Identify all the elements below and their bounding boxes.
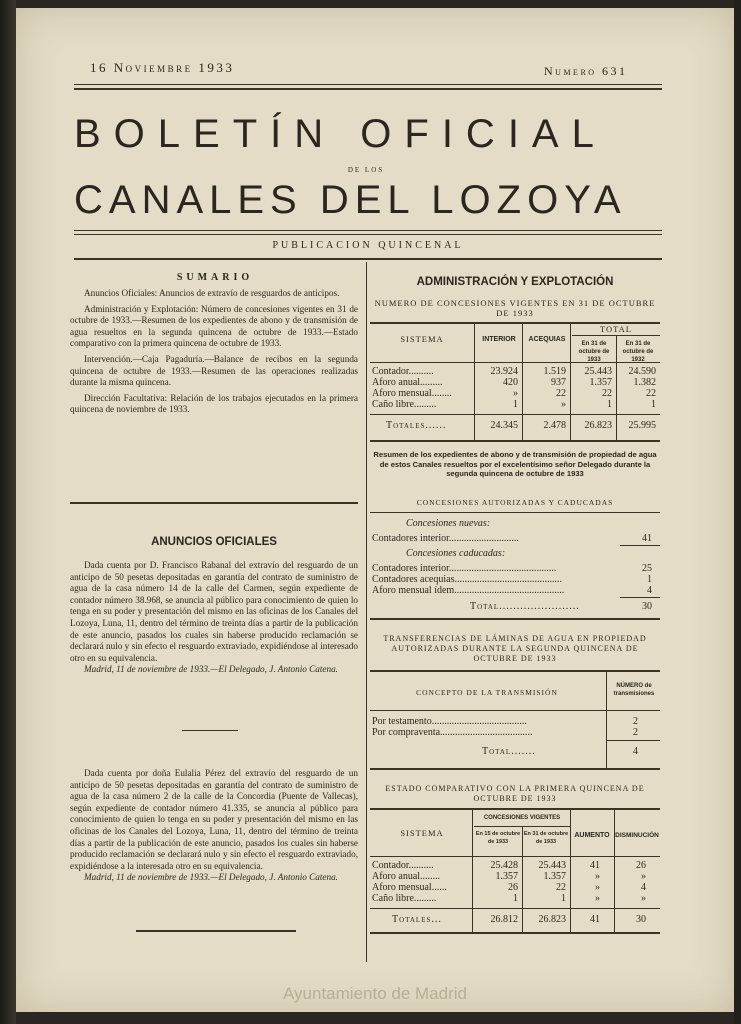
caducadas-item-value: 25 (642, 563, 652, 574)
notice-text: Dada cuenta por doña Eulalia Pérez del extravío del resguardo de un anticipo de 50 pesetas depositadas en garantía del contrato de suministro de agua de la casa número 2 de la calle de la Concordia (Puente de Vallecas), según expediente de contador número 41.335, se anuncia al público para conocimiento de quien lo tenga en su poder y presentación del mismo en las oficinas de los Canales del Lozoya, Luna, 11, dentro del término de treinta días a partir de la publicación de este anuncio, pasados los cuales sin haberse producido reclamación se declarará nulo y sin efecto el resguardo extraviado, expidiéndose a la interesada otro en su equivalencia. (70, 768, 358, 871)
table1-cell: 1 (607, 399, 612, 410)
table1-cell: 1.357 (589, 377, 612, 388)
table3-total-cell: 26.812 (490, 914, 518, 925)
table3-bottom-rule (370, 932, 660, 934)
table1-cell: 1 (513, 399, 518, 410)
table3-totals-label: Totales... (392, 914, 442, 925)
table1-bottom-rule (370, 440, 660, 442)
table1-row-label: Aforo mensual........ (372, 388, 452, 399)
table3-cell: » (595, 893, 600, 904)
caducadas-item-value: 1 (647, 574, 652, 585)
anuncios-heading: ANUNCIOS OFICIALES (151, 536, 277, 548)
table3-cell: 26 (508, 882, 518, 893)
masthead-rule (74, 230, 662, 231)
table2-bottom-rule (370, 768, 660, 770)
masthead-de-los: DE LOS (347, 166, 385, 174)
table1-cell: 420 (503, 377, 518, 388)
table2-caption: TRANSFERENCIAS DE LÁMINAS DE AGUA EN PROPIEDAD AUTORIZADAS DURANTE LA SEGUNDA QUINCENA DE OCTUBRE DE 1933 (383, 634, 647, 663)
table2-header-rule (370, 710, 660, 711)
table3-col-sistema: SISTEMA (400, 828, 444, 838)
sumario-item: Dirección Facultativa: Relación de los trabajos ejecutados en la primera quincena de noviembre de 1933. (70, 392, 358, 415)
resumen-total-label: Total....................... (470, 601, 580, 612)
notice-signature: Madrid, 11 de noviembre de 1933.—El Delegado, J. Antonio Catena. (84, 664, 338, 675)
table1-total-cell: 24.345 (490, 420, 518, 431)
watermark: Ayuntamiento de Madrid (283, 984, 467, 1003)
table1-cell: 1.519 (543, 366, 566, 377)
page-edge (734, 0, 741, 1024)
page (16, 8, 734, 1012)
notice-separator (182, 730, 238, 731)
table2-row-label: Por testamento...................................... (372, 716, 527, 727)
table3-col-disminucion: DISMINUCIÓN (615, 832, 659, 839)
caducadas-underline (620, 597, 660, 598)
resumen-total-value: 30 (642, 601, 652, 612)
nuevas-underline (620, 545, 660, 546)
table3-row-label: Caño libre......... (372, 893, 437, 904)
table1-cell: » (513, 388, 518, 399)
publication-frequency: PUBLICACION QUINCENAL (272, 240, 464, 251)
table1-cell: 1.382 (633, 377, 656, 388)
resumen-rule (370, 512, 660, 513)
masthead-rule-2 (74, 234, 662, 235)
table1-col-sistema: SISTEMA (400, 334, 444, 344)
admin-heading: ADMINISTRACIÓN Y EXPLOTACIÓN (416, 276, 614, 288)
table1-row-label: Aforo anual......... (372, 377, 443, 388)
table3-cell: » (595, 882, 600, 893)
table1-cell: 22 (556, 388, 566, 399)
table3-row-label: Aforo mensual...... (372, 882, 447, 893)
table1-col-total: TOTAL (599, 324, 633, 334)
table2-col-numero: NÚMERO de transmisiones (613, 683, 655, 697)
table2-row-label: Por compraventa..................................... (372, 727, 533, 738)
table3-cell: 25.443 (538, 860, 566, 871)
nuevas-item-label: Contadores interior............................ (372, 533, 519, 544)
table1-caption: NUMERO DE CONCESIONES VIGENTES EN 31 DE OCTUBRE DE 1933 (374, 298, 656, 318)
sumario-section (70, 288, 358, 416)
table1-total-cell: 25.995 (628, 420, 656, 431)
nuevas-label: Concesiones nuevas: (406, 518, 491, 529)
table1-cell: » (561, 399, 566, 410)
table1-col-t2: En 31 de octubre de 1932 (622, 341, 654, 363)
table3-caption: ESTADO COMPARATIVO CON LA PRIMERA QUINCENA DE OCTUBRE DE 1933 (385, 784, 645, 803)
table3-total-cell: 41 (590, 914, 600, 925)
table3-row-label: Aforo anual........ (372, 871, 441, 882)
table3-cell: 25.428 (490, 860, 518, 871)
table3-header-rule (370, 856, 660, 857)
table3-total-top-rule (370, 908, 660, 909)
caducadas-item-label: Contadores interior........................................... (372, 563, 557, 574)
table2-total-label: Total....... (482, 746, 536, 757)
table3-cell: 1.357 (543, 871, 566, 882)
table3-top-rule (370, 808, 660, 810)
masthead-line2: CANALES DEL LOZOYA (74, 178, 627, 222)
table3-col-vigentes: CONCESIONES VIGENTES (483, 815, 561, 821)
table2-col-concepto: CONCEPTO DE LA TRANSMISIÓN (416, 688, 558, 697)
issue-number: Numero 631 (544, 64, 628, 78)
table3-cell: 4 (641, 882, 646, 893)
table3-cell: » (641, 893, 646, 904)
header-rule-thick (74, 88, 662, 90)
table1-cell: 1 (651, 399, 656, 410)
table3-cell: 22 (556, 882, 566, 893)
table1-total-top-rule (370, 414, 660, 415)
notice-2 (70, 768, 358, 884)
table3-col-aumento: AUMENTO (574, 832, 610, 839)
table3-total-cell: 26.823 (538, 914, 566, 925)
table2-sum-rule (606, 740, 660, 741)
table1-totals-label: Totales...... (386, 420, 447, 431)
table3-row-label: Contador.......... (372, 860, 434, 871)
table3-cell: » (641, 871, 646, 882)
book-spine (0, 0, 16, 1024)
sumario-rule (70, 502, 358, 504)
table1-col-interior: INTERIOR (482, 336, 516, 343)
table3-cell: 1 (561, 893, 566, 904)
table1-total-cell: 26.823 (584, 420, 612, 431)
caducadas-item-label: Aforo mensual ídem............................................ (372, 585, 565, 596)
masthead-line1: BOLETÍN OFICIAL (74, 112, 607, 156)
table1-cell: 23.924 (490, 366, 518, 377)
notice-text: Dada cuenta por D. Francisco Rabanal del extravío del resguardo de un anticipo de 50 pesetas depositadas en garantía del contrato de suministro de agua de la casa número 14 de la calle del Carmen, según expediente de contador número 38.968, se anuncia al público para conocimiento de quien lo tenga en su poder y presentación del mismo en las oficinas de los Canales del Lozoya, Luna, 11, dentro del término de treinta días a partir de la publicación de este anuncio, pasados los cuales sin haberse producido reclamación se declarará nulo y sin efecto el resguardo extraviado, expidiéndose al interesado otro en su equivalencia. (70, 560, 358, 663)
sumario-item: Administración y Explotación: Número de concesiones vigentes en 31 de octubre de 1933.—Resumen de los expedientes de abono y de transmisión de agua resueltos en la segunda quincena de octubre de 1933.—Estado comparativo con la primera quincena de octubre de 1933. (70, 303, 358, 349)
resumen-bottom-rule (370, 618, 660, 620)
table1-cell: 22 (646, 388, 656, 399)
column-divider (366, 262, 367, 962)
notice-signature: Madrid, 11 de noviembre de 1933.—El Delegado, J. Antonio Catena. (84, 872, 338, 883)
caducadas-label: Concesiones caducadas: (406, 548, 506, 559)
table1-row-label: Contador.......... (372, 366, 434, 377)
table1-row-label: Caño libre......... (372, 399, 437, 410)
table1-cell: 937 (551, 377, 566, 388)
table1-cell: 22 (602, 388, 612, 399)
table1-cell: 24.590 (628, 366, 656, 377)
issue-date: 16 Noviembre 1933 (90, 60, 235, 75)
table1-total-cell: 2.478 (543, 420, 566, 431)
table3-cell: 1.357 (495, 871, 518, 882)
table3-cell: 1 (513, 893, 518, 904)
table1-cell: 25.443 (584, 366, 612, 377)
notice-1 (70, 560, 358, 676)
nuevas-item-value: 41 (642, 533, 652, 544)
caducadas-item-value: 4 (647, 585, 652, 596)
table3-cell: » (595, 871, 600, 882)
table3-col-v1: En 15 de octubre de 1933 (475, 831, 521, 845)
resumen-subtitle: CONCESIONES AUTORIZADAS Y CADUCADAS (416, 498, 614, 507)
table3-cell: 26 (636, 860, 646, 871)
table2-total-value: 4 (633, 746, 638, 757)
table3-cell: 41 (590, 860, 600, 871)
resumen-title: Resumen de los expedientes de abono y de transmisión de propiedad de agua de estos Canales resueltos por el excelentísimo señor Delegado durante la segunda quincena de octubre de 1933 (373, 450, 657, 478)
table1-col-acequias: ACEQUIAS (528, 336, 566, 343)
table2-row-value: 2 (633, 716, 638, 727)
caducadas-item-label: Contadores acequias........................................... (372, 574, 562, 585)
table3-col-v2: En 31 de octubre de 1933 (523, 831, 569, 845)
table2-top-rule (370, 670, 660, 672)
sumario-item: Anuncios Oficiales: Anuncios de extravío de resguardos de anticipos. (84, 288, 340, 298)
table1-col-t1: En 31 de octubre de 1933 (578, 341, 610, 363)
sumario-heading: SUMARIO (176, 272, 254, 283)
subtitle-rule (74, 258, 662, 260)
end-ornament (136, 930, 296, 932)
sumario-item: Intervención.—Caja Pagaduría.—Balance de recibos en la segunda quincena de octubre de 1933.—Resumen de las operaciones realizadas durante la misma quincena. (70, 353, 358, 388)
header-rule (74, 84, 662, 85)
table2-row-value: 2 (633, 727, 638, 738)
table3-total-cell: 30 (636, 914, 646, 925)
